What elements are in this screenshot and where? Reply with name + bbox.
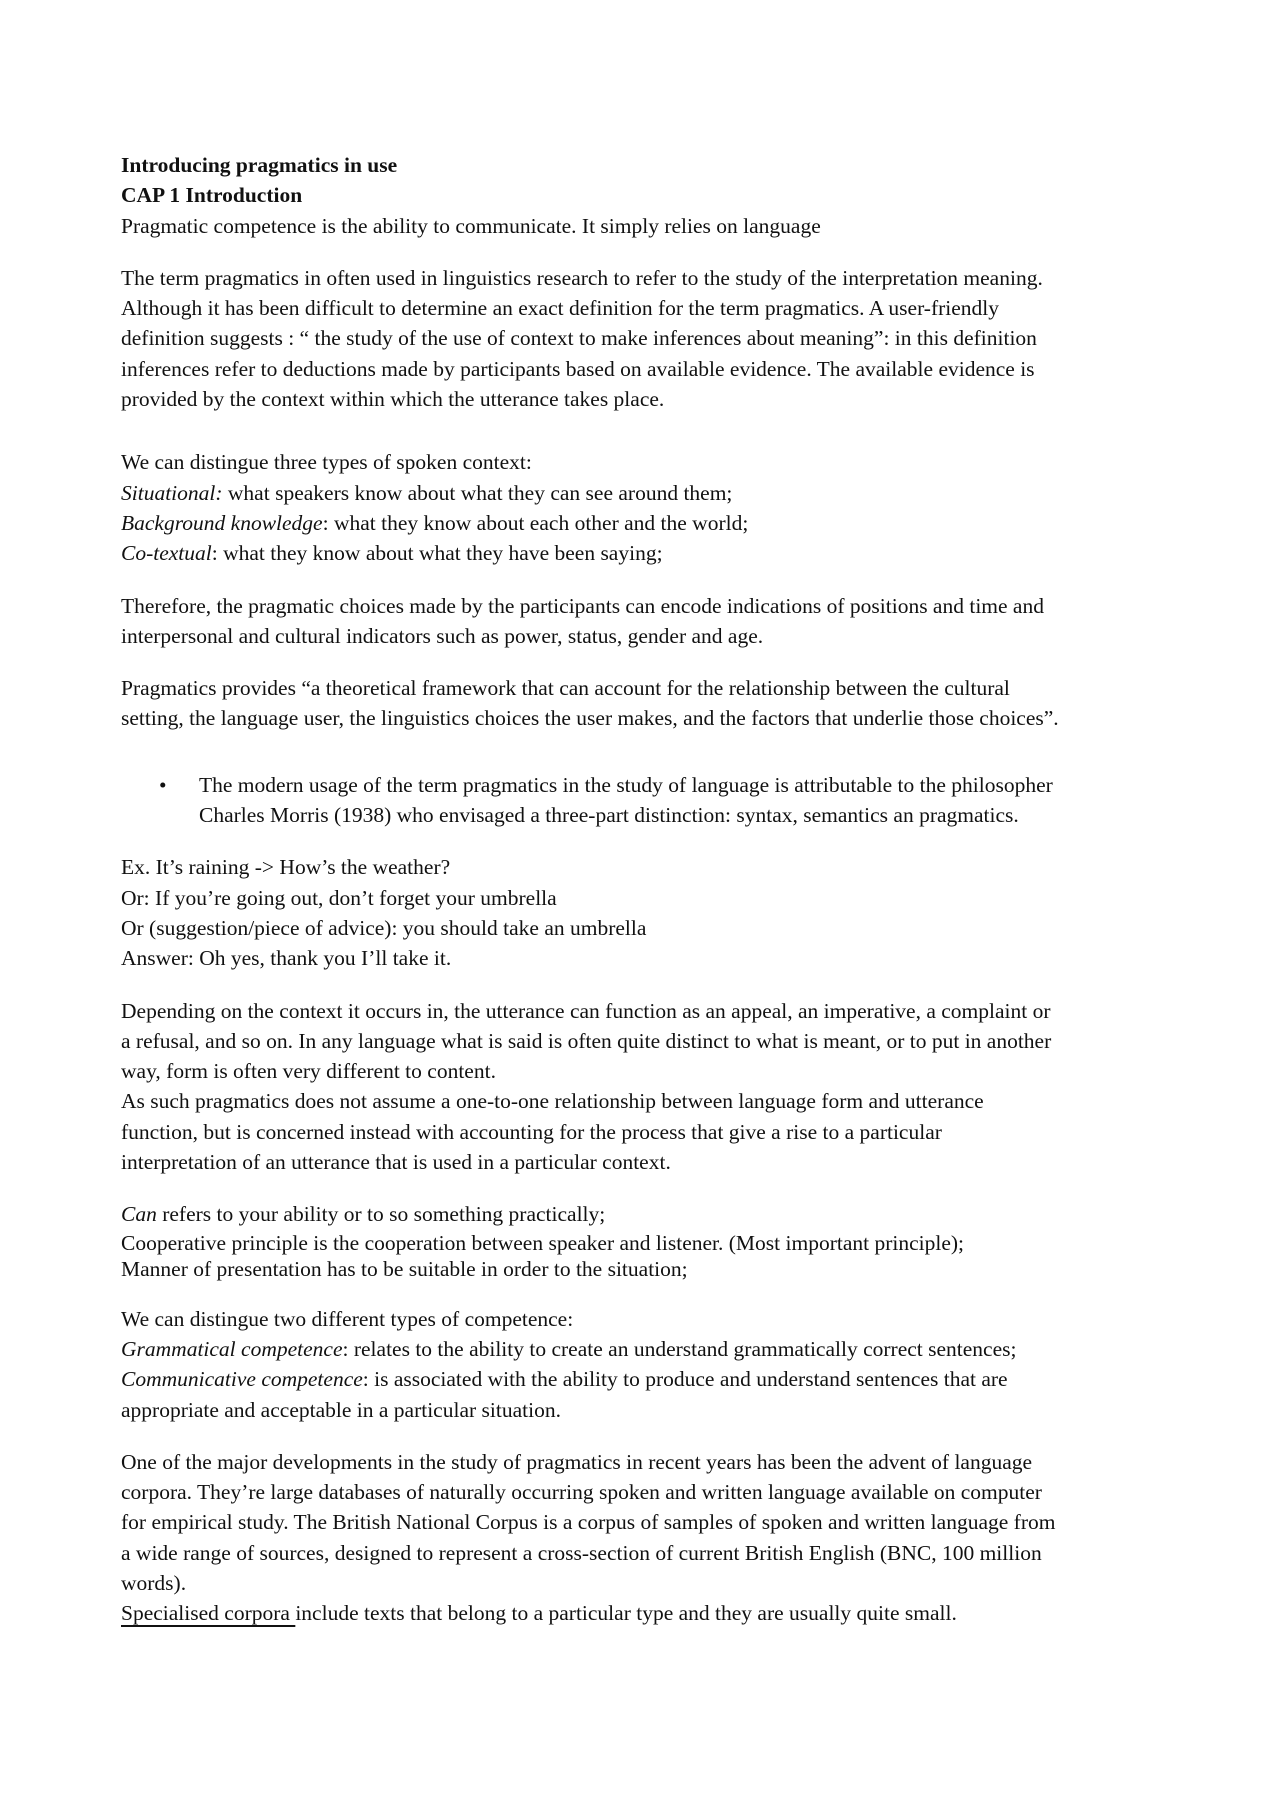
competence-block [121,1304,1166,1425]
bullet-icon: • [159,772,167,797]
document-title: Introducing pragmatics in use [121,153,398,177]
can-note [121,1199,1166,1229]
competence-term: Communicative competence [121,1367,363,1392]
competence-item [121,1334,1166,1364]
bullet-line: Charles Morris (1938) who envisaged a three-part distinction: syntax, semantics an pragmatics. [199,803,1019,828]
paragraph-line: definition suggests : “ the study of the use of context to make inferences about meaning”: in this definition [121,326,1037,351]
context-types-lead: We can distingue three types of spoken context: [121,450,532,475]
competence-desc: : is associated with the ability to produce and understand sentences that are [362,1367,1008,1392]
specialised-desc: include texts that belong to a particular type and they are usually quite small. [295,1601,957,1626]
context-term: Background knowledge [121,510,323,535]
cooperative-note: Cooperative principle is the cooperation between speaker and listener. (Most important principle); [121,1230,965,1255]
paragraph-line: way, form is often very different to content. [121,1059,496,1084]
paragraph-line: Although it has been difficult to determine an exact definition for the term pragmatics. A user-friendly [121,296,1000,321]
bullet-line: The modern usage of the term pragmatics in the study of language is attributable to the philosopher [199,772,1053,797]
intro-paragraph: Pragmatic competence is the ability to communicate. It simply relies on language [121,213,821,238]
paragraph-line: a refusal, and so on. In any language what is said is often quite distinct to what is meant, or to put in another [121,1028,1052,1053]
corpora-paragraph [121,1447,1166,1629]
context-term: Co-textual [121,541,212,566]
manner-note: Manner of presentation has to be suitable in order to the situation; [121,1256,688,1281]
paragraph-line: Depending on the context it occurs in, the utterance can function as an appeal, an imperative, a complaint or [121,998,1051,1023]
paragraph-line: As such pragmatics does not assume a one-to-one relationship between language form and utterance [121,1089,984,1114]
definition-paragraph [121,263,1166,414]
context-desc: : what they know about each other and the world; [322,510,749,535]
context-term: Situational: [121,480,223,505]
context-types [121,447,1166,568]
notes-block [121,1199,1166,1281]
examples-block [121,852,1166,973]
paragraph-line: The term pragmatics in often used in linguistics research to refer to the study of the interpretation meaning. [121,265,1043,290]
context-item [121,478,1166,508]
paragraph-line: provided by the context within which the utterance takes place. [121,387,665,412]
paragraph-line: setting, the language user, the linguistics choices the user makes, and the factors that underlie those choices”. [121,706,1059,731]
context-item [121,508,1166,538]
can-desc: refers to your ability or to so something practically; [156,1202,606,1227]
competence-item [121,1364,1166,1394]
competence-lead: We can distingue two different types of competence: [121,1306,574,1331]
function-paragraph [121,996,1166,1178]
context-desc: : what they know about what they have been saying; [211,541,663,566]
paragraph-line: for empirical study. The British National Corpus is a corpus of samples of spoken and written language from [121,1510,1056,1535]
paragraph-line: Pragmatics provides “a theoretical framework that can account for the relationship between the cultural [121,676,1010,701]
competence-term: Grammatical competence [121,1336,343,1361]
example-line: Or (suggestion/piece of advice): you should take an umbrella [121,915,647,940]
chapter-heading: CAP 1 Introduction [121,183,303,208]
paragraph-line: interpersonal and cultural indicators such as power, status, gender and age. [121,623,764,648]
paragraph-line: words). [121,1570,187,1595]
can-term: Can [121,1202,157,1227]
example-line: Or: If you’re going out, don’t forget your umbrella [121,885,557,910]
specialised-line [121,1598,1166,1628]
context-item [121,538,1166,568]
document-page [121,150,1166,1629]
example-line: Answer: Oh yes, thank you I’ll take it. [121,946,452,971]
paragraph-line: One of the major developments in the study of pragmatics in recent years has been the advent of language [121,1449,1033,1474]
paragraph-line: function, but is concerned instead with accounting for the process that give a rise to a particular [121,1119,942,1144]
bullet-item [121,770,1166,831]
paragraph-line: interpretation of an utterance that is used in a particular context. [121,1150,671,1175]
competence-desc: : relates to the ability to create an understand grammatically correct sentences; [342,1336,1017,1361]
paragraph-line: inferences refer to deductions made by participants based on available evidence. The available evidence is [121,356,1035,381]
example-line: Ex. It’s raining -> How’s the weather? [121,855,451,880]
paragraph-line: corpora. They’re large databases of naturally occurring spoken and written language available on computer [121,1480,1042,1505]
competence-continuation: appropriate and acceptable in a particular situation. [121,1397,561,1422]
context-desc: what speakers know about what they can see around them; [222,480,733,505]
specialised-term: Specialised corpora [121,1601,296,1626]
paragraph-line: a wide range of sources, designed to represent a cross-section of current British English (BNC, 100 million [121,1540,1042,1565]
framework-paragraph [121,673,1166,734]
choices-paragraph [121,591,1166,652]
paragraph-line: Therefore, the pragmatic choices made by the participants can encode indications of positions and time and [121,593,1044,618]
